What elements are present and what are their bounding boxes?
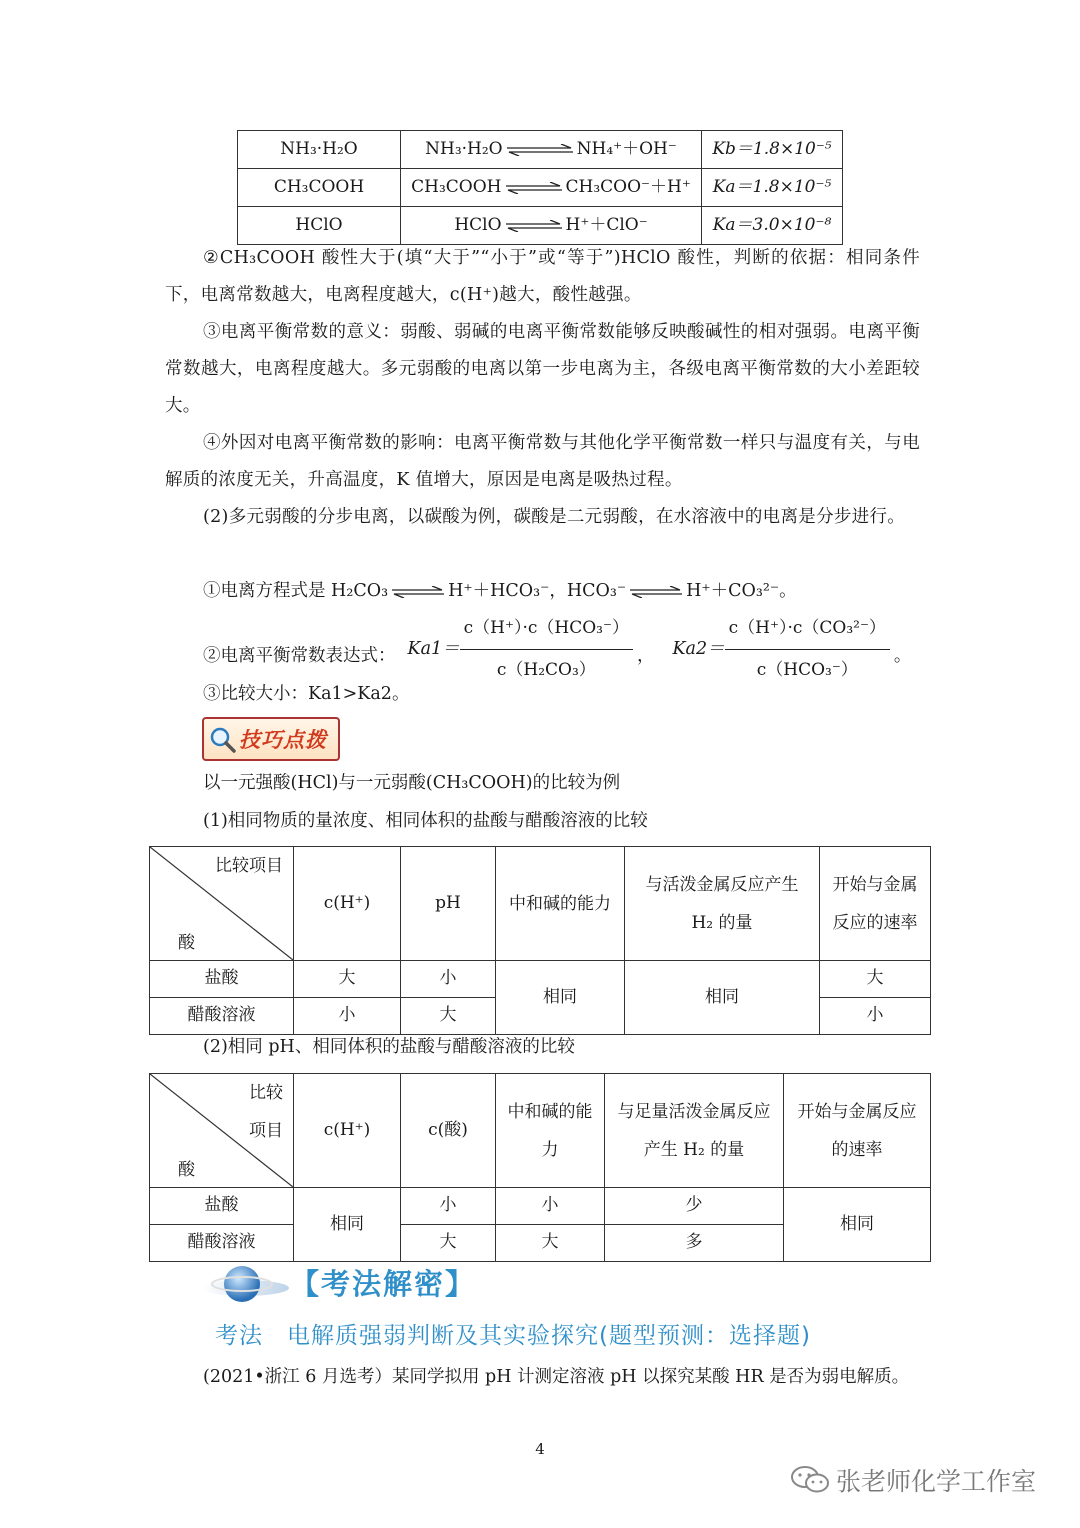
watermark: 张老师化学工作室: [790, 1462, 1036, 1498]
table-cell: 大: [496, 1225, 605, 1262]
table3-title: (2)相同 pH、相同体积的盐酸与醋酸溶液的比较: [203, 1037, 575, 1057]
substance-cell: HClO: [238, 207, 401, 245]
header-cell: 中和碱的能力: [496, 1074, 605, 1188]
table-cell: 多: [605, 1225, 784, 1262]
constant-cell: Kb＝1.8×10⁻⁵: [702, 131, 843, 169]
constant-cell: Ka＝3.0×10⁻⁸: [702, 207, 843, 245]
header-cell: 开始与金属反应的速率: [784, 1074, 931, 1188]
header-cell: c(H⁺): [294, 1074, 401, 1188]
header-cell: c(酸): [401, 1074, 496, 1188]
equation-cell: HClO H⁺＋ClO⁻: [401, 207, 702, 245]
header-cell: 与足量活泼金属反应产生 H₂ 的量: [605, 1074, 784, 1188]
table-row: [150, 961, 931, 998]
ionization-constant-expression: ②电离平衡常数表达式： Ka1＝ $\frac{\text{c（H⁺）·c（HCO₃⁻）}}{\text{c（H₂CO₃）}}$ ， Ka2＝ $\frac{\text{c（H⁺）·c（CO₃²⁻）}}{\text{c（HCO₃⁻）}}$ 。: [203, 614, 911, 684]
magnifier-icon: [207, 724, 237, 754]
substance-cell: CH₃COOH: [238, 169, 401, 207]
merged-cell: 相同: [784, 1188, 931, 1262]
row-label: 盐酸: [150, 1188, 294, 1225]
equation-cell: CH₃COOH CH₃COO⁻＋H⁺: [401, 169, 702, 207]
corner-cell: 比较项目 酸: [150, 1074, 294, 1188]
merged-cell: 相同: [496, 961, 625, 1035]
header-cell: c(H⁺): [294, 847, 401, 961]
equilibrium-arrow-icon: [505, 144, 575, 156]
ionization-equation-line: ①电离方程式是 H₂CO₃ H⁺＋HCO₃⁻，HCO₃⁻ H⁺＋CO₃²⁻。: [203, 581, 797, 601]
merged-cell: 相同: [294, 1188, 401, 1262]
ka2-label: Ka2＝: [672, 638, 725, 659]
tips-badge: 技巧点拨: [202, 717, 340, 761]
wechat-icon: [790, 1465, 830, 1495]
table-cell: 大: [401, 998, 496, 1035]
table-cell: 小: [294, 998, 401, 1035]
table-cell: 小: [401, 961, 496, 998]
header-cell: 与活泼金属反应产生 H₂ 的量: [625, 847, 820, 961]
header-cell: 中和碱的能力: [496, 847, 625, 961]
table-cell: 少: [605, 1188, 784, 1225]
equilibrium-arrow-icon: [628, 586, 684, 598]
table-header-row: [150, 1074, 931, 1188]
table-row: [238, 169, 843, 207]
exam-method-heading: 考法 电解质强弱判断及其实验探究(题型预测：选择题): [215, 1323, 811, 1349]
table-cell: 大: [820, 961, 931, 998]
table-cell: 大: [294, 961, 401, 998]
merged-cell: 相同: [625, 961, 820, 1035]
question-text: (2021•浙江 6 月选考）某同学拟用 pH 计测定溶液 pH 以探究某酸 HR 是否为弱电解质。: [203, 1367, 910, 1387]
table-header-row: [150, 847, 931, 961]
comparison-table-same-ph: [149, 1073, 931, 1262]
section-intro: 以一元强酸(HCl)与一元弱酸(CH₃COOH)的比较为例: [203, 773, 621, 793]
substance-cell: NH₃·H₂O: [238, 131, 401, 169]
equation-cell: NH₃·H₂O NH₄⁺＋OH⁻: [401, 131, 702, 169]
ka1-label: Ka1＝: [407, 638, 460, 659]
page-number: 4: [535, 1440, 545, 1458]
row-label: 醋酸溶液: [150, 1225, 294, 1262]
table-row: [238, 131, 843, 169]
table-cell: 小: [496, 1188, 605, 1225]
paragraph-acidity-comparison: ②CH₃COOH 酸性大于(填“大于”“小于”或“等于”)HClO 酸性，判断的依据：相同条件下，电离常数越大，电离程度越大，c(H⁺)越大，酸性越强。: [165, 248, 920, 305]
constant-cell: Ka＝1.8×10⁻⁵: [702, 169, 843, 207]
ka1-fraction: $\frac{\text{c（H⁺）·c（HCO₃⁻）}}{\text{c（H₂CO₃）}}$: [460, 610, 633, 689]
section-banner: 【考法解密】: [200, 1262, 680, 1306]
paragraph-compare-size: ③比较大小：Ka1>Ka2。: [203, 684, 410, 704]
ka2-fraction: $\frac{\text{c（H⁺）·c（CO₃²⁻）}}{\text{c（HCO₃⁻）}}$: [725, 610, 890, 689]
paragraph-constant-meaning: ③电离平衡常数的意义：弱酸、弱碱的电离平衡常数能够反映酸碱性的相对强弱。电离平衡常数越大，电离程度越大。多元弱酸的电离以第一步电离为主，各级电离平衡常数的大小差距较大。: [165, 322, 920, 416]
header-cell: 开始与金属反应的速率: [820, 847, 931, 961]
globe-icon: [200, 1262, 295, 1306]
row-label: 盐酸: [150, 961, 294, 998]
header-cell: pH: [401, 847, 496, 961]
paragraph-external-factors: ④外因对电离平衡常数的影响：电离平衡常数与其他化学平衡常数一样只与温度有关，与电解质的浓度无关，升高温度，K 值增大，原因是电离是吸热过程。: [165, 433, 920, 490]
table-row: [150, 1188, 931, 1225]
table-cell: 小: [820, 998, 931, 1035]
corner-cell: 比较项目 酸: [150, 847, 294, 961]
row-label: 醋酸溶液: [150, 998, 294, 1035]
table-cell: 小: [401, 1188, 496, 1225]
equilibrium-arrow-icon: [504, 220, 564, 232]
table-cell: 大: [401, 1225, 496, 1262]
comparison-table-same-concentration: [149, 846, 931, 1035]
table2-title: (1)相同物质的量浓度、相同体积的盐酸与醋酸溶液的比较: [203, 811, 648, 831]
paragraph-polyprotic-acid: (2)多元弱酸的分步电离，以碳酸为例，碳酸是二元弱酸，在水溶液中的电离是分步进行。: [203, 507, 906, 527]
table-row: [238, 207, 843, 245]
equilibrium-arrow-icon: [390, 586, 446, 598]
ionization-constant-table: [237, 130, 843, 245]
equilibrium-arrow-icon: [504, 182, 564, 194]
